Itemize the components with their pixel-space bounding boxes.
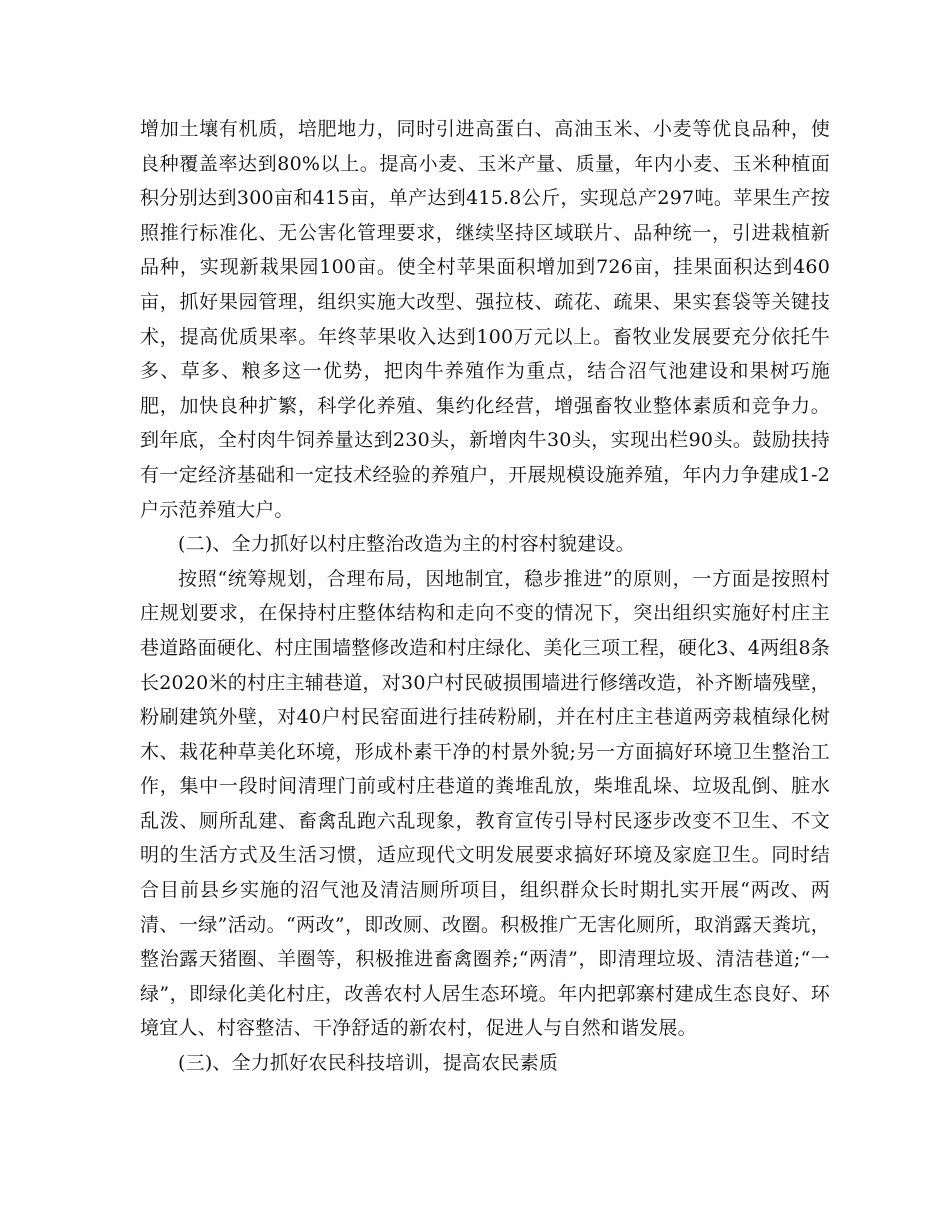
document-body	[140, 112, 830, 1081]
paragraph-village-renovation: 按照“统筹规划，合理布局，因地制宜，稳步推进”的原则，一方面是按照村庄规划要求，在保持村庄整体结构和走向不变的情况下，突出组织实施好村庄主巷道路面硬化、村庄围墙整修改造和村庄绿化、美化三项工程，硬化3、4两组8条长2020米的村庄主辅巷道，对30户村民破损围墙进行修缮改造，补齐断墙残壁，粉刷建筑外壁，对40户村民窑面进行挂砖粉刷，并在村庄主巷道两旁栽植绿化树木、栽花种草美化环境，形成朴素干净的村景外貌;另一方面搞好环境卫生整治工作，集中一段时间清理门前或村庄巷道的粪堆乱放，柴堆乱垛、垃圾乱倒、脏水乱泼、厕所乱建、畜禽乱跑六乱现象，教育宣传引导村民逐步改变不卫生、不文明的生活方式及生活习惯，适应现代文明发展要求搞好环境及家庭卫生。同时结合目前县乡实施的沼气池及清洁厕所项目，组织群众长时期扎实开展“两改、两清、一绿”活动。“两改”，即改厕、改圈。积极推广无害化厕所，取消露天粪坑，整治露天猪圈、羊圈等，积极推进畜禽圈养;“两清”，即清理垃圾、清洁巷道;“一绿”，即绿化美化村庄，改善农村人居生态环境。年内把郭寨村建成生态良好、环境宜人、村容整洁、干净舒适的新农村，促进人与自然和谐发展。	[140, 567, 830, 1040]
section-heading-farmer-training: (三)、全力抓好农民科技培训，提高农民素质	[178, 1052, 559, 1075]
section-heading-village-renovation: (二)、全力抓好以村庄整治改造为主的村容村貌建设。	[178, 533, 635, 556]
paragraph-crops-livestock: 增加土壤有机质，培肥地力，同时引进高蛋白、高油玉米、小麦等优良品种，使良种覆盖率达到80%以上。提高小麦、玉米产量、质量，年内小麦、玉米种植面积分别达到300亩和415亩，单产达到415.8公斤，实现总产297吨。苹果生产按照推行标准化、无公害化管理要求，继续坚持区域联片、品种统一，引进栽植新品种，实现新栽果园100亩。使全村苹果面积增加到726亩，挂果面积达到460亩，抓好果园管理，组织实施大改型、强拉枝、疏花、疏果、果实套袋等关键技术，提高优质果率。年终苹果收入达到100万元以上。畜牧业发展要充分依托牛多、草多、粮多这一优势，把肉牛养殖作为重点，结合沼气池建设和果树巧施肥，加快良种扩繁，科学化养殖、集约化经营，增强畜牧业整体素质和竞争力。到年底，全村肉牛饲养量达到230头，新增肉牛30头，实现出栏90头。鼓励扶持有一定经济基础和一定技术经验的养殖户，开展规模设施养殖，年内力争建成1-2户示范养殖大户。	[140, 118, 830, 521]
